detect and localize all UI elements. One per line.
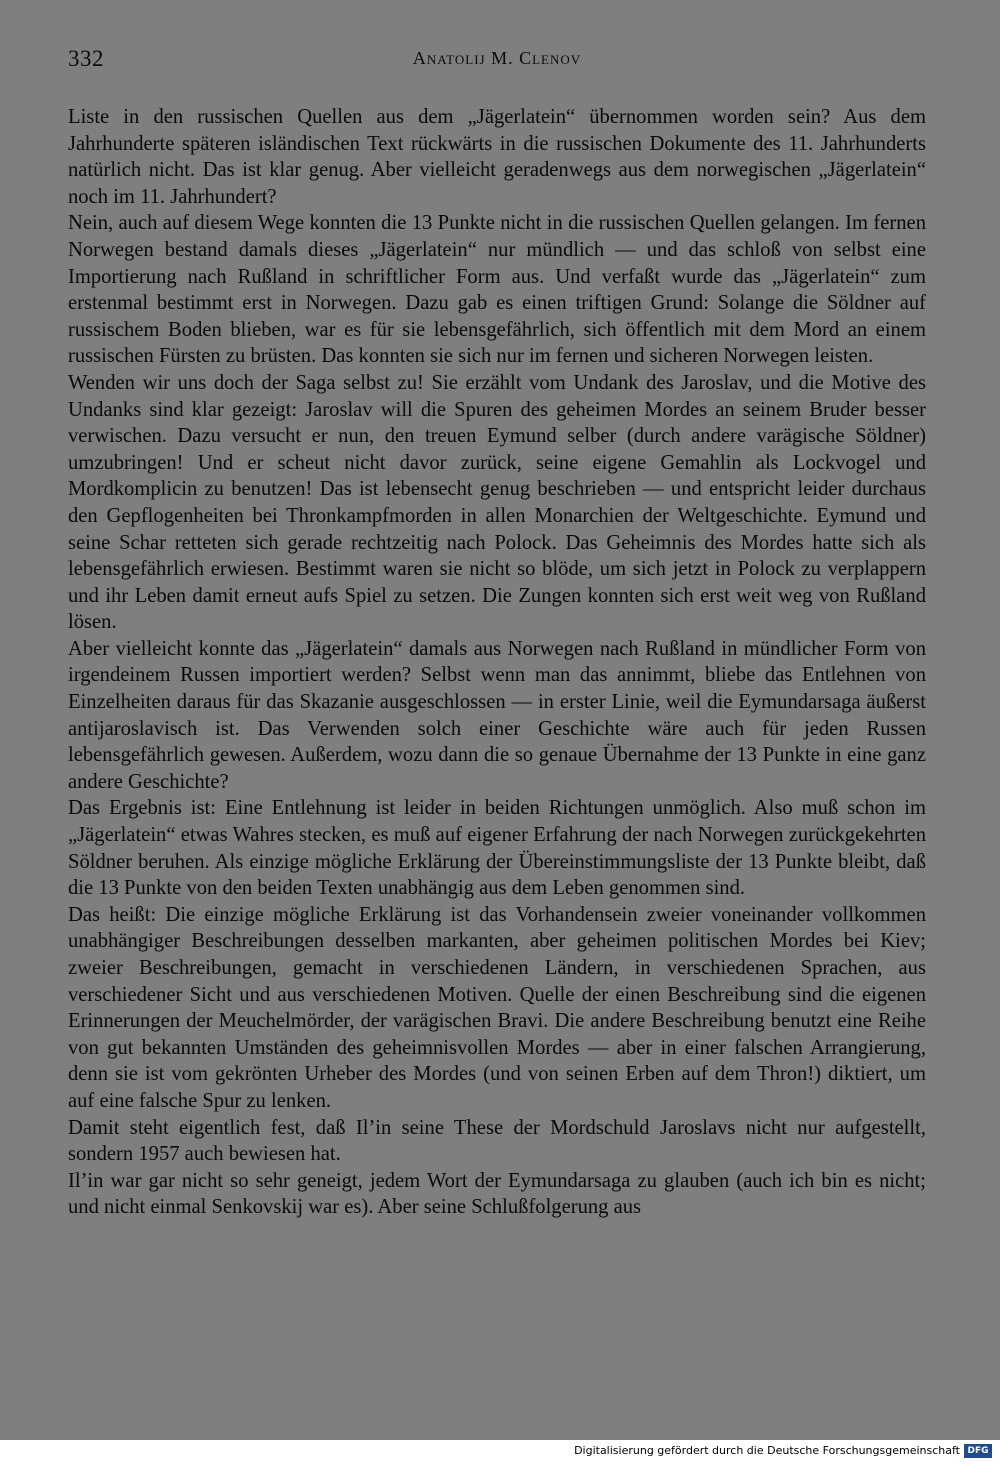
- paragraph: Das heißt: Die einzige mögliche Erklärung ist das Vorhandensein zweier voneinander vollkommen unabhängiger Beschreibungen desselben markanten, aber geheimen politischen Mordes bei Kiev; zweier Beschreibungen, gemacht in verschiedenen Ländern, in verschiedenen Sprachen, aus verschiedener Sicht und aus verschiedenen Motiven. Quelle der einen Beschreibung sind die eigenen Erinnerungen der Meuchelmörder, der varägischen Bravi. Die andere Beschreibung benutzt eine Reihe von gut bekannten Umständen des geheimnisvollen Mordes — aber in einer falschen Arrangierung, denn sie ist vom gekrönten Urheber des Mordes (und von seinen Erben auf dem Thron!) diktiert, um auf eine falsche Spur zu lenken.: [68, 903, 926, 1112]
- paragraph: Il’in war gar nicht so sehr geneigt, jedem Wort der Eymundarsaga zu glauben (auch ich bin es nicht; und nicht einmal Senkovskij war es). Aber seine Schlußfolgerung aus: [68, 1169, 926, 1219]
- paragraph: Liste in den russischen Quellen aus dem „Jägerlatein“ übernommen worden sein? Aus dem Jahrhunderte späteren isländischen Text rückwärts in die russischen Dokumente des 11. Jahrhunderts natürlich nicht. Das ist klar genug. Aber vielleicht geradenwegs aus dem norwegischen „Jägerlatein“ noch im 11. Jahrhundert?: [68, 106, 926, 208]
- paragraph: Aber vielleicht konnte das „Jägerlatein“ damals aus Norwegen nach Rußland in mündlicher Form von irgendeinem Russen importiert werden? Selbst wenn man das annimmt, bliebe das Entlehnen von Einzelheiten daraus für das Skazanie ausgeschlossen — in erster Linie, weil die Eymundarsaga äußerst antijaroslavisch ist. Das Verwenden solch einer Geschichte wäre auch für jeden Russen lebensgefährlich gewesen. Außerdem, wozu dann die so genaue Übernahme der 13 Punkte in eine ganz andere Geschichte?: [68, 637, 926, 793]
- footer-credit: Digitalisierung gefördert durch die Deutsche Forschungsgemeinschaft: [574, 1444, 960, 1457]
- paragraph: Nein, auch auf diesem Wege konnten die 13 Punkte nicht in die russischen Quellen gelangen. Im fernen Norwegen bestand damals dieses „Jägerlatein“ nur mündlich — und das schloß von selbst eine Importierung nach Rußland in schriftlicher Form aus. Und verfaßt wurde das „Jägerlatein“ zum erstenmal bestimmt erst in Norwegen. Dazu gab es einen triftigen Grund: Solange die Söldner auf russischem Boden blieben, war es für sie lebensgefährlich, sich öffentlich mit dem Mord an einem russischen Fürsten zu brüsten. Das konnten sie sich nur im fernen und sicheren Norwegen leisten.: [68, 212, 926, 368]
- paragraph: Das Ergebnis ist: Eine Entlehnung ist leider in beiden Richtungen unmöglich. Also muß schon im „Jägerlatein“ etwas Wahres stecken, es muß auf eigener Erfahrung der nach Norwegen zurückgekehrten Söldner beruhen. Als einzige mögliche Erklärung der Übereinstimmungsliste der 13 Punkte bleibt, daß die 13 Punkte von den beiden Texten unabhängig aus dem Leben genommen sind.: [68, 797, 926, 900]
- running-head: Anatolij M. Clenov: [412, 48, 582, 68]
- page-number: 332: [68, 46, 104, 71]
- paragraph: Wenden wir uns doch der Saga selbst zu! Sie erzählt vom Undank des Jaroslav, und die Motive des Undanks sind klar gezeigt: Jaroslav will die Spuren des geheimen Mordes an seinem Bruder besser verwischen. Dazu versucht er nun, den treuen Eymund selber (durch andere varägische Söldner) umzubringen! Und er scheut nicht davor zurück, seine eigene Gemahlin als Lockvogel und Mordkomplicin zu benutzen! Das ist lebensecht genug beschrieben — und entspricht leider durchaus den Gepflogenheiten bei Thronkampfmorden in allen Monarchien der Weltgeschichte. Eymund und seine Schar retteten sich gerade rechtzeitig nach Polock. Das Geheimnis des Mordes hatte sich als lebensgefährlich erwiesen. Bestimmt waren sie nicht so blöde, um sich jetzt in Polock zu verplappern und ihr Leben damit erneut aufs Spiel zu setzen. Die Zungen konnten sich erst weit weg von Rußland lösen.: [68, 371, 926, 634]
- footer-bar: [0, 1440, 1000, 1464]
- paragraph: Damit steht eigentlich fest, daß Il’in seine These der Mordschuld Jaroslavs nicht nur aufgestellt, sondern 1957 auch bewiesen hat.: [68, 1116, 926, 1166]
- body-text: [68, 104, 926, 1221]
- dfg-logo-icon: DFG: [964, 1444, 992, 1458]
- page-header: [68, 46, 926, 80]
